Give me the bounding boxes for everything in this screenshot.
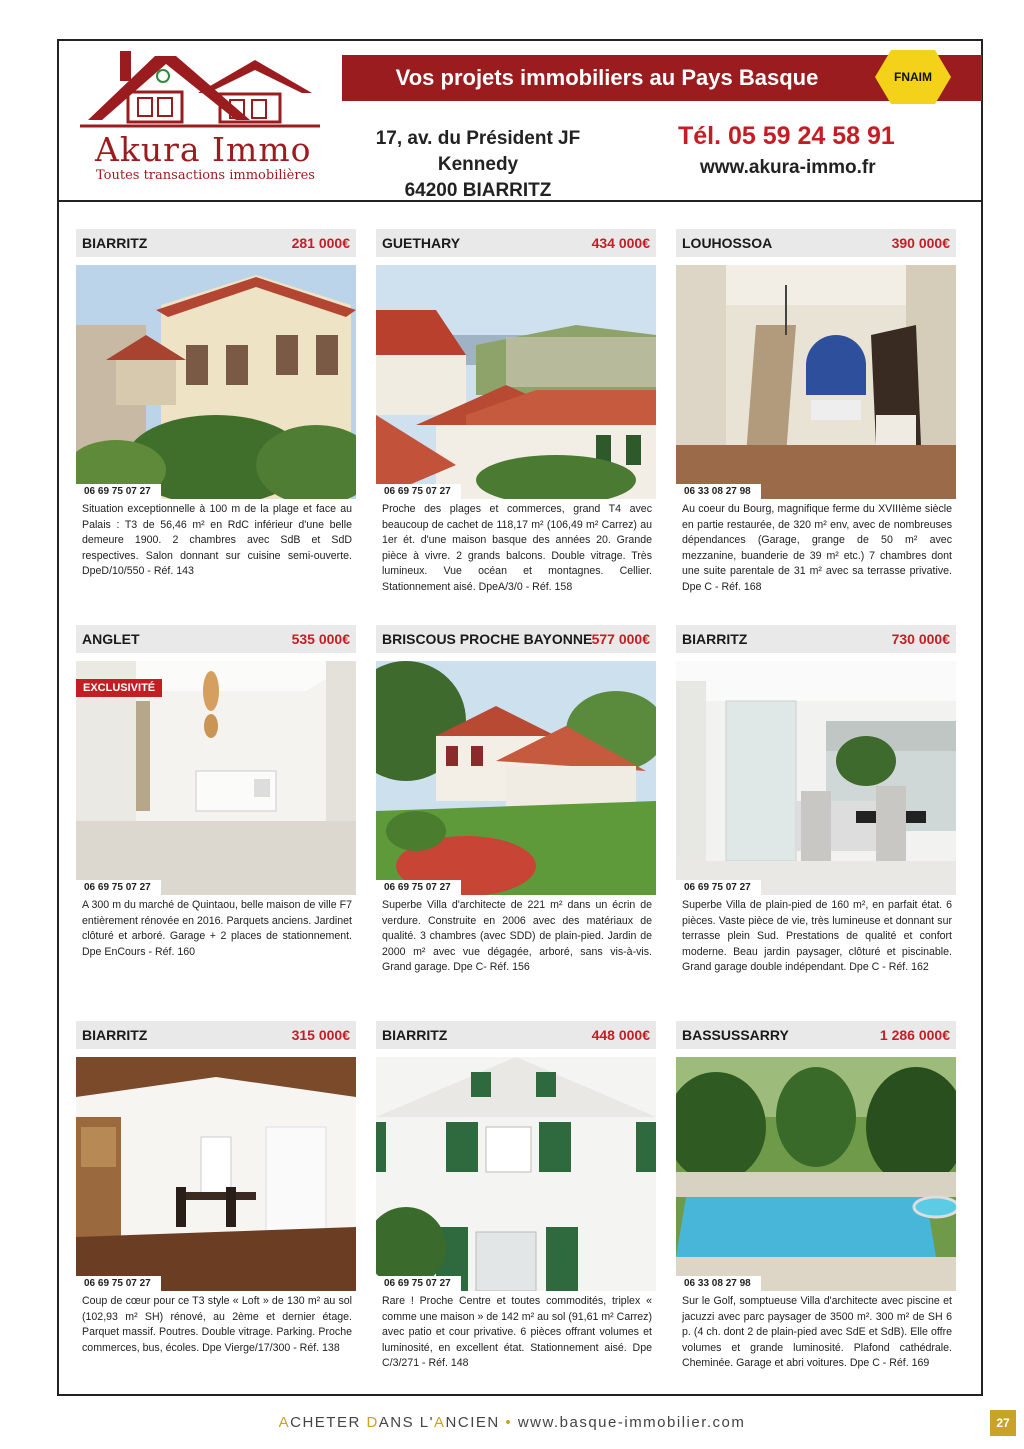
exclusivity-badge: EXCLUSIVITÉ (76, 679, 162, 697)
listing-photo[interactable] (376, 1057, 656, 1291)
listing-description: Coup de cœur pour ce T3 style « Loft » de 130 m² au sol (102,93 m² SH) rénové, au 2ème et dernier étage. Parquet massif. Poutres. Double vitrage. Parking. Proche commerces, bus, écoles. Dpe Vierge/17/300 - Réf. 138 (82, 1295, 352, 1354)
listing-header (376, 229, 656, 257)
listing-header (76, 625, 356, 653)
footer-letter: D (366, 1414, 379, 1431)
address-line-1: 17, av. du Président JF Kennedy (375, 128, 581, 175)
listing-description: Rare ! Proche Centre et toutes commodités, triplex « comme une maison » de 142 m² au sol (91,61 m² Carrez) avec patio et cour privative. 6 pièces offrant volumes et luminosité, en excellent état. Stationnement aisé. Dpe C/3/271 - Réf. 148 (382, 1295, 652, 1369)
listing-card[interactable] (376, 1021, 656, 1401)
listing-price: 281 000€ (291, 235, 350, 251)
listing-photo[interactable] (76, 265, 356, 499)
agency-phone[interactable]: Tél. 05 59 24 58 91 (678, 122, 895, 150)
listing-card[interactable] (676, 229, 956, 609)
listing-city: BIARRITZ (82, 1027, 148, 1043)
listing-header (76, 229, 356, 257)
listing-card[interactable] (376, 625, 656, 1005)
listing-card[interactable] (676, 1021, 956, 1401)
listing-header (376, 1021, 656, 1049)
listing-phone[interactable]: 06 33 08 27 98 (676, 484, 761, 499)
listing-description: Proche des plages et commerces, grand T4 avec beaucoup de cachet de 118,17 m² (106,49 m² Carrez) au 1er ét. d'une maison basque des années 20. Grande pièce à vivre. 2 grands balcons. Double vitrage. Très lumineux. Vue océan et montagnes. Cellier. Stationnement aisé. DpeA/3/0 - Réf. 158 (382, 503, 652, 593)
listing-photo[interactable] (376, 265, 656, 499)
listing-city: LOUHOSSOA (682, 235, 773, 251)
footer-word: CHETER (290, 1414, 367, 1431)
listing-description: Au coeur du Bourg, magnifique ferme du XVIIIème siècle en partie restaurée, de 320 m² env, avec de nombreuses dépendances (Garage, grange de 50 m² avec mezzanine, buanderie de 39 m² etc.) 7 chambres dont une suite parentale de 31 m² avec sa terrasse privative. Dpe C - Réf. 168 (682, 503, 952, 593)
listing-city: BRISCOUS PROCHE BAYONNE (382, 631, 593, 647)
listing-card[interactable] (676, 625, 956, 1005)
listing-photo[interactable] (676, 661, 956, 895)
listing-header (376, 625, 656, 653)
listing-phone[interactable]: 06 69 75 07 27 (76, 1276, 161, 1291)
listing-card[interactable] (76, 1021, 356, 1401)
listing-photo[interactable] (76, 661, 356, 895)
address-line-2: 64200 BIARRITZ (404, 180, 552, 201)
logo-name: Akura Immo (95, 130, 312, 169)
listing-phone[interactable]: 06 69 75 07 27 (676, 880, 761, 895)
listing-phone[interactable]: 06 69 75 07 27 (76, 484, 161, 499)
house-logo-icon (80, 48, 320, 130)
listing-price: 434 000€ (591, 235, 650, 251)
fnaim-label: FNAIM (894, 70, 932, 84)
listing-header (676, 625, 956, 653)
listing-photo[interactable] (376, 661, 656, 895)
fnaim-logo (873, 46, 953, 108)
listing-header (76, 1021, 356, 1049)
footer-letter: A (434, 1414, 446, 1431)
listing-card[interactable] (76, 229, 356, 609)
listing-description: Situation exceptionnelle à 100 m de la plage et face au Palais : T3 de 56,46 m² en RdC inférieur d'une belle demeure 1900. 2 chambres avec SdB et SdD respectives. Salon donnant sur cuisine semi-ouverte. DpeD/10/550 - Réf. 143 (82, 503, 352, 577)
listing-description: A 300 m du marché de Quintaou, belle maison de ville F7 entièrement rénovée en 2016. Parquets anciens. Jardinet clôturé et arboré. Garage + 2 places de stationnement. Dpe EnCours - Réf. 160 (82, 899, 352, 958)
listing-description: Superbe Villa d'architecte de 221 m² dans un écrin de verdure. Construite en 2006 avec des matériaux de qualité. 3 chambres (avec SDD) de plain-pied. Jardin de 2000 m² avec vue dégagée, arboré, sans vis-à-vis. Grand garage. Dpe C- Réf. 156 (382, 899, 652, 973)
page-footer (0, 1414, 1024, 1431)
listing-city: ANGLET (82, 631, 140, 647)
listing-price: 390 000€ (891, 235, 950, 251)
listing-city: GUETHARY (382, 235, 461, 251)
agency-website[interactable]: www.akura-immo.fr (700, 157, 876, 178)
listing-city: BIARRITZ (82, 235, 148, 251)
footer-bullet: • (505, 1414, 513, 1431)
listing-header (676, 229, 956, 257)
listing-price: 448 000€ (591, 1027, 650, 1043)
listing-phone[interactable]: 06 33 08 27 98 (676, 1276, 761, 1291)
listing-price: 730 000€ (891, 631, 950, 647)
footer-word: NCIEN (445, 1414, 500, 1431)
listing-phone[interactable]: 06 69 75 07 27 (376, 880, 461, 895)
page-number: 27 (990, 1410, 1016, 1436)
listing-city: BIARRITZ (382, 1027, 448, 1043)
listing-card[interactable] (76, 625, 356, 1005)
agency-address (342, 126, 614, 204)
listing-phone[interactable]: 06 69 75 07 27 (376, 484, 461, 499)
listing-price: 315 000€ (291, 1027, 350, 1043)
listing-phone[interactable]: 06 69 75 07 27 (76, 880, 161, 895)
listing-city: BASSUSSARRY (682, 1027, 789, 1043)
listing-price: 1 286 000€ (879, 1027, 950, 1043)
listing-price: 535 000€ (291, 631, 350, 647)
listing-city: BIARRITZ (682, 631, 748, 647)
listing-description: Sur le Golf, somptueuse Villa d'architecte avec piscine et jacuzzi avec parc paysager de 3500 m². 300 m² de SH 6 p. (4 ch. dont 2 de plain-pied avec SdE et SdB). Elle offre volumes et grande luminosité. Plafond cathédrale. Cheminée. Garage et abri voitures. Dpe C - Réf. 169 (682, 1295, 952, 1369)
listing-description: Superbe Villa de plain-pied de 160 m², en parfait état. 6 pièces. Vaste pièce de vie, très lumineuse et donnant sur terrasse plein Sud. Prestations de qualité et confort moderne. Beau jardin paysager, clôturé et piscinable. Grand garage double indépendant. Dpe C - Réf. 162 (682, 899, 952, 973)
listing-phone[interactable]: 06 69 75 07 27 (376, 1276, 461, 1291)
listing-card[interactable] (376, 229, 656, 609)
footer-letter: A (278, 1414, 291, 1431)
footer-url[interactable]: www.basque-immobilier.com (517, 1414, 746, 1431)
listing-photo[interactable] (676, 1057, 956, 1291)
listing-header (676, 1021, 956, 1049)
listing-price: 577 000€ (591, 631, 650, 647)
banner-title: Vos projets immobiliers au Pays Basque (395, 65, 819, 90)
footer-word: ANS L' (378, 1414, 435, 1431)
listing-photo[interactable] (76, 1057, 356, 1291)
logo-tagline: Toutes transactions immobilières (96, 168, 315, 183)
listing-photo[interactable] (676, 265, 956, 499)
